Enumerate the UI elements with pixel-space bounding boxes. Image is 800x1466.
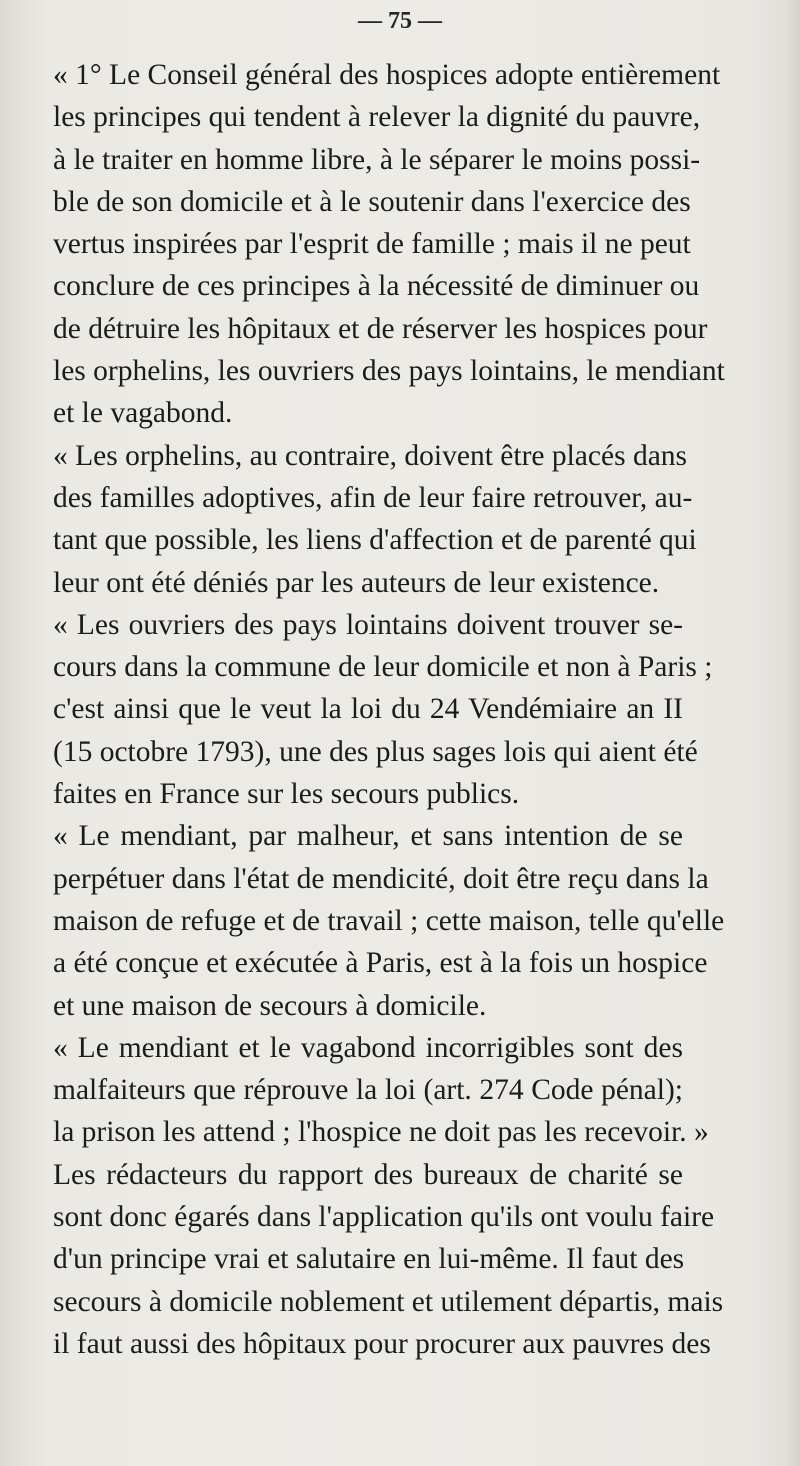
text-line: Les rédacteurs du rapport des bureaux de charité se [53, 1158, 683, 1191]
text-line: les orphelins, les ouvriers des pays lointains, le mendiant [53, 355, 725, 388]
text-line: « Les orphelins, au contraire, doivent être placés dans [53, 439, 688, 472]
text-line: c'est ainsi que le veut la loi du 24 Vendémiaire an II [53, 693, 683, 726]
text-line: à le traiter en homme libre, à le séparer le moins possi- [53, 143, 701, 176]
text-line: (15 octobre 1793), une des plus sages lois qui aient été [53, 735, 698, 768]
text-line: la prison les attend ; l'hospice ne doit pas les recevoir. » [53, 1116, 709, 1149]
page-number: — 75 — [358, 8, 442, 34]
text-line: les principes qui tendent à relever la dignité du pauvre, [53, 101, 701, 134]
body-text [53, 54, 725, 1365]
text-line: « Le mendiant, par malheur, et sans intention de se [53, 820, 683, 853]
text-line: « Le mendiant et le vagabond incorrigibles sont des [53, 1031, 683, 1064]
text-line: a été conçue et exécutée à Paris, est à la fois un hospice [53, 947, 708, 980]
text-line: et une maison de secours à domicile. [53, 989, 487, 1022]
text-line: il faut aussi des hôpitaux pour procurer aux pauvres des [53, 1327, 711, 1360]
text-line: d'un principe vrai et salutaire en lui-même. Il faut des [53, 1243, 685, 1276]
text-line: ble de son domicile et à le soutenir dans l'exercice des [53, 185, 691, 218]
text-line: de détruire les hôpitaux et de réserver les hospices pour [53, 312, 708, 345]
text-line: cours dans la commune de leur domicile et non à Paris ; [53, 651, 713, 684]
text-line: faites en France sur les secours publics. [53, 778, 520, 811]
text-line: malfaiteurs que réprouve la loi (art. 274 Code pénal); [53, 1074, 683, 1107]
page-edge-shadow [786, 0, 800, 1466]
text-line: leur ont été déniés par les auteurs de leur existence. [53, 566, 660, 599]
text-line: des familles adoptives, afin de leur faire retrouver, au- [53, 481, 693, 514]
text-line: « 1° Le Conseil général des hospices adopte entièrement [53, 59, 721, 91]
text-line: tant que possible, les liens d'affection et de parenté qui [53, 524, 697, 557]
text-line: sont donc égarés dans l'application qu'ils ont voulu faire [53, 1201, 715, 1234]
text-line: vertus inspirées par l'esprit de famille ; mais il ne peut [53, 228, 691, 261]
text-line: conclure de ces principes à la nécessité de diminuer ou [53, 270, 700, 303]
text-line: « Les ouvriers des pays lointains doivent trouver se- [53, 608, 683, 641]
text-line: secours à domicile noblement et utilement départis, mais [53, 1285, 724, 1318]
text-line: maison de refuge et de travail ; cette maison, telle qu'elle [53, 904, 725, 937]
text-line: et le vagabond. [53, 397, 233, 430]
text-line: perpétuer dans l'état de mendicité, doit être reçu dans la [53, 862, 709, 895]
